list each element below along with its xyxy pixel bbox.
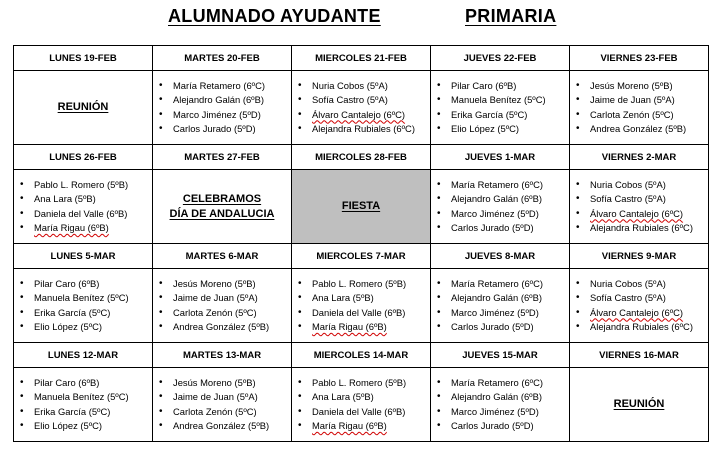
student-name: Nuria Cobos (5ºA) [590, 277, 666, 289]
student-name: Ana Lara (5ºB) [312, 292, 374, 303]
day-header: MARTES 6-MAR [153, 244, 292, 269]
day-cell [14, 170, 153, 244]
student-list [292, 79, 430, 137]
student-name: Alejandro Galán (6ºB) [173, 94, 264, 105]
day-cell [570, 269, 709, 343]
student-list [153, 376, 291, 434]
student-list-item [574, 79, 708, 94]
student-list-item [18, 221, 152, 236]
student-list [431, 178, 569, 236]
student-list [14, 277, 152, 335]
student-list-item [435, 291, 569, 306]
student-name: Sofía Castro (5ºA) [590, 292, 666, 303]
day-header: VIERNES 16-MAR [570, 343, 709, 368]
day-cell [292, 170, 431, 244]
student-list-item [18, 390, 152, 405]
student-name: Elio López (5ºC) [451, 123, 520, 134]
student-name: Manuela Benítez (5ºC) [34, 292, 129, 303]
day-header: VIERNES 2-MAR [570, 145, 709, 170]
document-header [0, 0, 721, 44]
day-header: MIERCOLES 14-MAR [292, 343, 431, 368]
event-label-line: CELEBRAMOS [182, 192, 262, 205]
student-list [431, 277, 569, 335]
student-name: Jaime de Juan (5ºA) [173, 391, 258, 402]
student-list-item [435, 79, 569, 94]
day-header: MIERCOLES 21-FEB [292, 46, 431, 71]
student-list-item [574, 221, 708, 236]
student-name: Alejandro Galán (6ºB) [451, 391, 542, 402]
student-list-item [18, 419, 152, 434]
student-list-item [18, 306, 152, 321]
day-cell [292, 71, 431, 145]
day-header: JUEVES 8-MAR [431, 244, 570, 269]
student-list-item [157, 306, 291, 321]
student-name: María Rigau (6ºB) [34, 222, 109, 233]
day-cell [292, 269, 431, 343]
day-cell [14, 71, 153, 145]
student-list-item [296, 419, 430, 434]
student-list-item [18, 178, 152, 193]
student-name: Nuria Cobos (5ºA) [312, 79, 388, 91]
student-list-item [157, 108, 291, 123]
day-header: LUNES 26-FEB [14, 145, 153, 170]
student-name: Jesús Moreno (5ºB) [173, 277, 256, 289]
student-list-item [435, 221, 569, 236]
student-list [570, 178, 708, 236]
student-list-item [18, 192, 152, 207]
student-list-item [574, 291, 708, 306]
student-name: Marco Jiménez (5ºD) [173, 108, 261, 120]
student-list-item [296, 306, 430, 321]
student-name: María Retamero (6ºC) [451, 277, 543, 289]
day-header: VIERNES 23-FEB [570, 46, 709, 71]
student-name: Pilar Caro (6ºB) [34, 277, 100, 289]
day-cell [153, 170, 292, 244]
week-body-row [14, 170, 709, 244]
student-name: Sofía Castro (5ºA) [590, 193, 666, 204]
student-list-item [157, 320, 291, 335]
schedule-body [14, 46, 709, 442]
day-header: MARTES 13-MAR [153, 343, 292, 368]
day-header: MARTES 27-FEB [153, 145, 292, 170]
student-name: Alejandra Rubiales (6ºC) [590, 321, 693, 332]
week-header-row [14, 343, 709, 368]
student-name: Pilar Caro (6ºB) [451, 79, 517, 91]
student-name: Carlota Zenón (5ºC) [590, 108, 674, 120]
student-list-item [574, 277, 708, 292]
student-name: María Retamero (6ºC) [173, 79, 265, 91]
student-list-item [574, 93, 708, 108]
day-cell [431, 269, 570, 343]
student-name: Pilar Caro (6ºB) [34, 376, 100, 388]
student-name: Carlos Jurado (5ºD) [451, 222, 534, 233]
day-cell [431, 71, 570, 145]
student-name: Alejandro Galán (6ºB) [451, 292, 542, 303]
student-name: Pablo L. Romero (5ºB) [312, 376, 407, 388]
student-name: Andrea González (5ºB) [173, 321, 270, 332]
student-name: Marco Jiménez (5ºD) [451, 207, 539, 219]
student-name: Pablo L. Romero (5ºB) [312, 277, 407, 289]
day-header: MARTES 20-FEB [153, 46, 292, 71]
day-header: JUEVES 22-FEB [431, 46, 570, 71]
student-list [570, 79, 708, 137]
student-name: Carlos Jurado (5ºD) [451, 420, 534, 431]
student-name: Manuela Benítez (5ºC) [34, 391, 129, 402]
student-name: María Retamero (6ºC) [451, 178, 543, 190]
student-list-item [296, 405, 430, 420]
day-cell [14, 368, 153, 442]
schedule-table [13, 45, 709, 442]
meeting-label: REUNIÓN [613, 398, 665, 410]
day-header: JUEVES 1-MAR [431, 145, 570, 170]
student-list-item [18, 320, 152, 335]
student-list-item [296, 79, 430, 94]
student-list-item [296, 108, 430, 123]
student-name: Jesús Moreno (5ºB) [590, 79, 673, 91]
student-name: Álvaro Cantalejo (6ºC) [312, 108, 406, 120]
student-list-item [435, 277, 569, 292]
student-list-item [435, 207, 569, 222]
student-list-item [435, 122, 569, 137]
student-list-item [157, 390, 291, 405]
student-name: Elio López (5ºC) [34, 420, 103, 431]
student-name: Erika García (5ºC) [34, 306, 111, 318]
student-list-item [435, 192, 569, 207]
student-list-item [435, 178, 569, 193]
day-header: MIERCOLES 7-MAR [292, 244, 431, 269]
student-list [431, 376, 569, 434]
student-name: Alejandra Rubiales (6ºC) [590, 222, 693, 233]
document-subtitle: PRIMARIA [465, 6, 557, 26]
student-list-item [296, 376, 430, 391]
student-name: Carlota Zenón (5ºC) [173, 405, 257, 417]
day-cell [431, 170, 570, 244]
student-list-item [435, 108, 569, 123]
week-body-row [14, 71, 709, 145]
student-list-item [157, 93, 291, 108]
day-cell [570, 71, 709, 145]
student-list-item [435, 405, 569, 420]
week-header-row [14, 145, 709, 170]
student-name: Erika García (5ºC) [34, 405, 111, 417]
day-header: VIERNES 9-MAR [570, 244, 709, 269]
student-list-item [574, 207, 708, 222]
student-name: Elio López (5ºC) [34, 321, 103, 332]
student-name: Manuela Benítez (5ºC) [451, 94, 546, 105]
day-header: MIERCOLES 28-FEB [292, 145, 431, 170]
student-name: Erika García (5ºC) [451, 108, 528, 120]
student-list [14, 178, 152, 236]
meeting-label: REUNIÓN [57, 101, 109, 113]
student-name: Alejandra Rubiales (6ºC) [312, 123, 415, 134]
student-list-item [574, 108, 708, 123]
student-list [14, 376, 152, 434]
student-name: Sofía Castro (5ºA) [312, 94, 388, 105]
day-cell [570, 170, 709, 244]
student-name: Daniela del Valle (6ºB) [34, 207, 128, 219]
day-cell [153, 368, 292, 442]
student-name: Daniela del Valle (6ºB) [312, 405, 406, 417]
day-header: LUNES 19-FEB [14, 46, 153, 71]
day-header: LUNES 12-MAR [14, 343, 153, 368]
student-list-item [157, 79, 291, 94]
student-name: Ana Lara (5ºB) [34, 193, 96, 204]
student-name: Daniela del Valle (6ºB) [312, 306, 406, 318]
student-list-item [296, 291, 430, 306]
student-list-item [435, 306, 569, 321]
student-name: Jaime de Juan (5ºA) [173, 292, 258, 303]
student-name: María Rigau (6ºB) [312, 321, 387, 332]
student-name: Andrea González (5ºB) [173, 420, 270, 431]
student-name: Álvaro Cantalejo (6ºC) [590, 207, 684, 219]
student-list-item [157, 277, 291, 292]
student-list-item [296, 122, 430, 137]
week-header-row [14, 46, 709, 71]
day-cell [153, 269, 292, 343]
student-name: Carlos Jurado (5ºD) [451, 321, 534, 332]
student-list-item [574, 320, 708, 335]
day-header: LUNES 5-MAR [14, 244, 153, 269]
student-list-item [296, 320, 430, 335]
day-cell [153, 71, 292, 145]
student-list-item [296, 93, 430, 108]
student-name: Carlos Jurado (5ºD) [173, 123, 256, 134]
day-cell [431, 368, 570, 442]
day-cell [292, 368, 431, 442]
student-list-item [574, 192, 708, 207]
student-list-item [435, 320, 569, 335]
student-list-item [18, 207, 152, 222]
day-header: JUEVES 15-MAR [431, 343, 570, 368]
week-header-row [14, 244, 709, 269]
student-list-item [574, 306, 708, 321]
student-list-item [157, 291, 291, 306]
student-name: Ana Lara (5ºB) [312, 391, 374, 402]
student-list [153, 79, 291, 137]
student-name: Alejandro Galán (6ºB) [451, 193, 542, 204]
student-list-item [18, 291, 152, 306]
event-label-line: DÍA DE ANDALUCIA [169, 207, 275, 220]
document-title: ALUMNADO AYUDANTE [168, 6, 381, 26]
student-list [292, 277, 430, 335]
student-list-item [435, 419, 569, 434]
student-list-item [157, 376, 291, 391]
student-list-item [435, 390, 569, 405]
student-list-item [18, 277, 152, 292]
student-list [570, 277, 708, 335]
student-list-item [157, 405, 291, 420]
day-cell [14, 269, 153, 343]
week-body-row [14, 368, 709, 442]
holiday-label: FIESTA [341, 200, 381, 212]
student-list-item [574, 122, 708, 137]
student-name: Nuria Cobos (5ºA) [590, 178, 666, 190]
student-name: Pablo L. Romero (5ºB) [34, 178, 129, 190]
student-list-item [296, 390, 430, 405]
day-cell [570, 368, 709, 442]
student-list-item [296, 277, 430, 292]
student-name: Marco Jiménez (5ºD) [451, 405, 539, 417]
student-name: Álvaro Cantalejo (6ºC) [590, 306, 684, 318]
student-name: Andrea González (5ºB) [590, 123, 687, 134]
student-list [153, 277, 291, 335]
student-name: María Retamero (6ºC) [451, 376, 543, 388]
student-list-item [157, 419, 291, 434]
event-label [153, 192, 291, 222]
student-list-item [574, 178, 708, 193]
student-list-item [157, 122, 291, 137]
student-list-item [18, 376, 152, 391]
student-name: Marco Jiménez (5ºD) [451, 306, 539, 318]
student-list-item [435, 93, 569, 108]
student-name: Carlota Zenón (5ºC) [173, 306, 257, 318]
student-list [431, 79, 569, 137]
student-list-item [18, 405, 152, 420]
week-body-row [14, 269, 709, 343]
student-name: María Rigau (6ºB) [312, 420, 387, 431]
student-list-item [435, 376, 569, 391]
student-name: Jesús Moreno (5ºB) [173, 376, 256, 388]
student-name: Jaime de Juan (5ºA) [590, 94, 675, 105]
student-list [292, 376, 430, 434]
